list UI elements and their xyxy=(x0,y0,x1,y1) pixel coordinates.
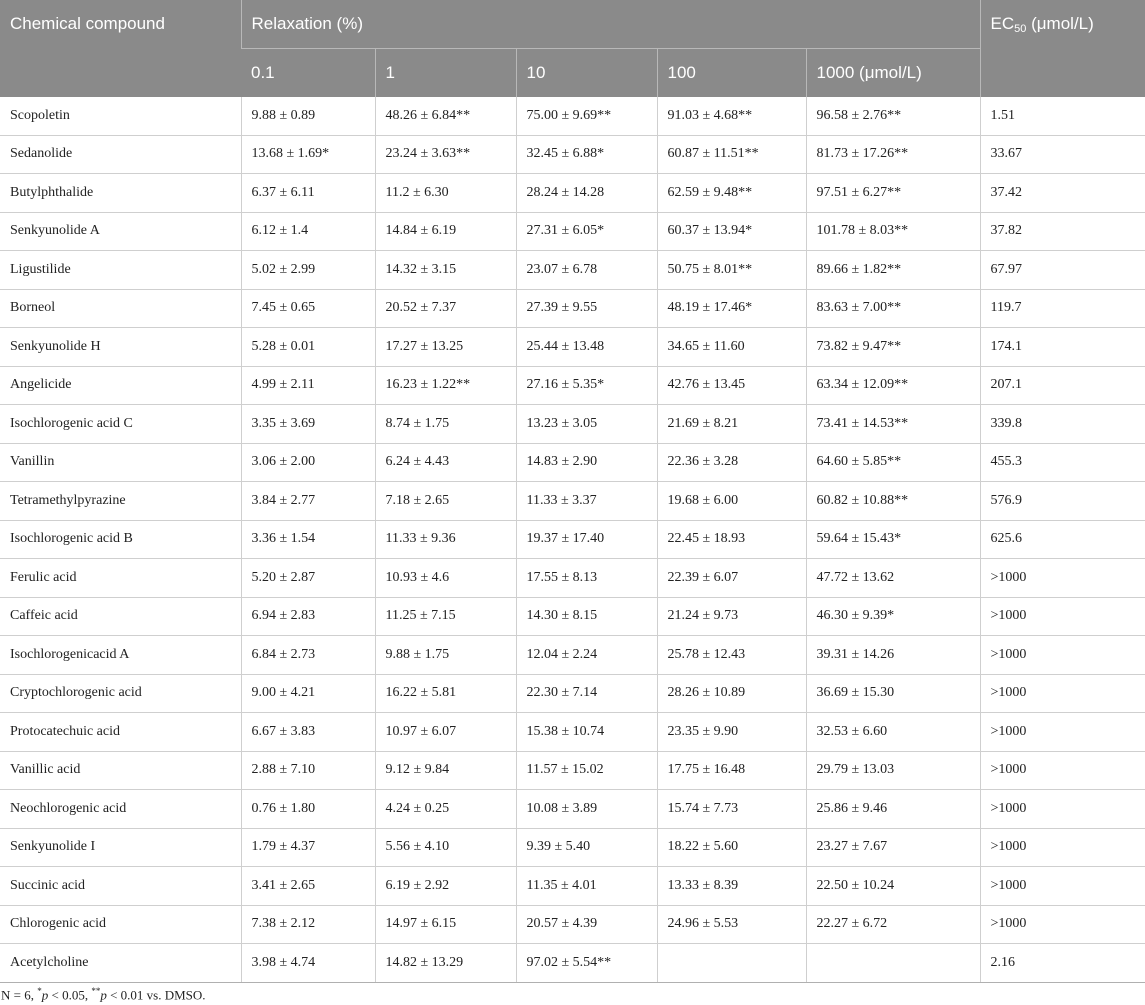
relax-10-cell: 28.24 ± 14.28 xyxy=(516,174,657,213)
header-ec50-unit: (μmol/L) xyxy=(1026,14,1094,33)
relax-1-cell: 14.84 ± 6.19 xyxy=(375,212,516,251)
relax-0.1-cell: 7.45 ± 0.65 xyxy=(241,289,375,328)
relax-100-cell: 34.65 ± 11.60 xyxy=(657,328,806,367)
compound-name-cell: Isochlorogenic acid C xyxy=(0,405,241,444)
relax-0.1-cell: 3.06 ± 2.00 xyxy=(241,443,375,482)
relax-1-cell: 11.2 ± 6.30 xyxy=(375,174,516,213)
relax-1000-cell: 89.66 ± 1.82** xyxy=(806,251,980,290)
relax-1-cell: 16.23 ± 1.22** xyxy=(375,366,516,405)
relax-1-cell: 8.74 ± 1.75 xyxy=(375,405,516,444)
relax-100-cell: 25.78 ± 12.43 xyxy=(657,636,806,675)
footnote-star1: * xyxy=(37,986,42,996)
relax-1000-cell: 23.27 ± 7.67 xyxy=(806,828,980,867)
relax-1000-cell: 81.73 ± 17.26** xyxy=(806,135,980,174)
relax-0.1-cell: 4.99 ± 2.11 xyxy=(241,366,375,405)
relax-10-cell: 12.04 ± 2.24 xyxy=(516,636,657,675)
relax-10-cell: 15.38 ± 10.74 xyxy=(516,713,657,752)
relax-10-cell: 75.00 ± 9.69** xyxy=(516,97,657,135)
compound-name-cell: Isochlorogenic acid B xyxy=(0,520,241,559)
relax-1-cell: 14.82 ± 13.29 xyxy=(375,944,516,983)
ec50-value-cell: >1000 xyxy=(980,674,1145,713)
relax-1-cell: 23.24 ± 3.63** xyxy=(375,135,516,174)
relax-10-cell: 10.08 ± 3.89 xyxy=(516,790,657,829)
ec50-value-cell: 2.16 xyxy=(980,944,1145,983)
ec50-value-cell: 37.42 xyxy=(980,174,1145,213)
relax-0.1-cell: 5.20 ± 2.87 xyxy=(241,559,375,598)
relax-0.1-cell: 2.88 ± 7.10 xyxy=(241,751,375,790)
header-conc-100: 100 xyxy=(657,49,806,98)
relax-0.1-cell: 3.35 ± 3.69 xyxy=(241,405,375,444)
relax-1000-cell: 22.50 ± 10.24 xyxy=(806,867,980,906)
relax-1-cell: 48.26 ± 6.84** xyxy=(375,97,516,135)
relax-1000-cell: 36.69 ± 15.30 xyxy=(806,674,980,713)
relax-1-cell: 4.24 ± 0.25 xyxy=(375,790,516,829)
ec50-value-cell: 339.8 xyxy=(980,405,1145,444)
relax-1000-cell: 25.86 ± 9.46 xyxy=(806,790,980,829)
compound-name-cell: Scopoletin xyxy=(0,97,241,135)
relax-1-cell: 6.19 ± 2.92 xyxy=(375,867,516,906)
header-ec50-sub: 50 xyxy=(1014,23,1027,35)
relax-0.1-cell: 5.02 ± 2.99 xyxy=(241,251,375,290)
relax-10-cell: 11.57 ± 15.02 xyxy=(516,751,657,790)
relax-1000-cell: 60.82 ± 10.88** xyxy=(806,482,980,521)
table-row xyxy=(0,713,1145,752)
relax-1000-cell: 32.53 ± 6.60 xyxy=(806,713,980,752)
relax-10-cell: 11.33 ± 3.37 xyxy=(516,482,657,521)
relax-10-cell: 27.16 ± 5.35* xyxy=(516,366,657,405)
ec50-value-cell: >1000 xyxy=(980,597,1145,636)
ec50-value-cell: 1.51 xyxy=(980,97,1145,135)
relax-10-cell: 11.35 ± 4.01 xyxy=(516,867,657,906)
relax-100-cell: 91.03 ± 4.68** xyxy=(657,97,806,135)
relax-100-cell: 15.74 ± 7.73 xyxy=(657,790,806,829)
header-compound: Chemical compound xyxy=(0,0,241,97)
ec50-value-cell: 576.9 xyxy=(980,482,1145,521)
relax-100-cell: 21.24 ± 9.73 xyxy=(657,597,806,636)
relax-10-cell: 25.44 ± 13.48 xyxy=(516,328,657,367)
compound-name-cell: Protocatechuic acid xyxy=(0,713,241,752)
relax-10-cell: 14.83 ± 2.90 xyxy=(516,443,657,482)
ec50-value-cell: >1000 xyxy=(980,751,1145,790)
relax-10-cell: 32.45 ± 6.88* xyxy=(516,135,657,174)
relax-0.1-cell: 13.68 ± 1.69* xyxy=(241,135,375,174)
ec50-value-cell: 625.6 xyxy=(980,520,1145,559)
relax-10-cell: 14.30 ± 8.15 xyxy=(516,597,657,636)
relax-0.1-cell: 3.98 ± 4.74 xyxy=(241,944,375,983)
relax-0.1-cell: 9.00 ± 4.21 xyxy=(241,674,375,713)
compound-name-cell: Neochlorogenic acid xyxy=(0,790,241,829)
table-row xyxy=(0,135,1145,174)
ec50-value-cell: >1000 xyxy=(980,905,1145,944)
compound-name-cell: Vanillin xyxy=(0,443,241,482)
relax-0.1-cell: 9.88 ± 0.89 xyxy=(241,97,375,135)
header-ec50 xyxy=(980,0,1145,97)
relax-1000-cell: 22.27 ± 6.72 xyxy=(806,905,980,944)
table-row xyxy=(0,905,1145,944)
table-row xyxy=(0,443,1145,482)
table-row xyxy=(0,559,1145,598)
table-row xyxy=(0,212,1145,251)
relax-1-cell: 17.27 ± 13.25 xyxy=(375,328,516,367)
relax-1000-cell: 96.58 ± 2.76** xyxy=(806,97,980,135)
relax-0.1-cell: 3.41 ± 2.65 xyxy=(241,867,375,906)
relax-1000-cell: 47.72 ± 13.62 xyxy=(806,559,980,598)
compound-name-cell: Isochlorogenicacid A xyxy=(0,636,241,675)
relax-0.1-cell: 3.36 ± 1.54 xyxy=(241,520,375,559)
footnote-star2: ** xyxy=(91,986,101,996)
relax-1000-cell xyxy=(806,944,980,983)
relax-1000-cell: 101.78 ± 8.03** xyxy=(806,212,980,251)
ec50-value-cell: >1000 xyxy=(980,828,1145,867)
table-row xyxy=(0,944,1145,983)
compound-name-cell: Chlorogenic acid xyxy=(0,905,241,944)
relax-1-cell: 10.97 ± 6.07 xyxy=(375,713,516,752)
table-row xyxy=(0,597,1145,636)
compound-name-cell: Angelicide xyxy=(0,366,241,405)
ec50-value-cell: >1000 xyxy=(980,636,1145,675)
relax-10-cell: 9.39 ± 5.40 xyxy=(516,828,657,867)
relax-1000-cell: 73.41 ± 14.53** xyxy=(806,405,980,444)
relax-1-cell: 10.93 ± 4.6 xyxy=(375,559,516,598)
ec50-value-cell: >1000 xyxy=(980,790,1145,829)
relax-1-cell: 6.24 ± 4.43 xyxy=(375,443,516,482)
relax-10-cell: 17.55 ± 8.13 xyxy=(516,559,657,598)
table-row xyxy=(0,828,1145,867)
header-conc-10: 10 xyxy=(516,49,657,98)
relax-0.1-cell: 6.37 ± 6.11 xyxy=(241,174,375,213)
relax-100-cell: 17.75 ± 16.48 xyxy=(657,751,806,790)
ec50-value-cell: 67.97 xyxy=(980,251,1145,290)
relax-1-cell: 9.12 ± 9.84 xyxy=(375,751,516,790)
relax-100-cell: 21.69 ± 8.21 xyxy=(657,405,806,444)
compound-name-cell: Ferulic acid xyxy=(0,559,241,598)
table-row xyxy=(0,366,1145,405)
compound-name-cell: Acetylcholine xyxy=(0,944,241,983)
relax-1000-cell: 46.30 ± 9.39* xyxy=(806,597,980,636)
compound-name-cell: Sedanolide xyxy=(0,135,241,174)
relax-100-cell: 42.76 ± 13.45 xyxy=(657,366,806,405)
relax-1-cell: 9.88 ± 1.75 xyxy=(375,636,516,675)
ec50-value-cell: 119.7 xyxy=(980,289,1145,328)
relax-1000-cell: 97.51 ± 6.27** xyxy=(806,174,980,213)
compound-name-cell: Senkyunolide A xyxy=(0,212,241,251)
relax-0.1-cell: 6.94 ± 2.83 xyxy=(241,597,375,636)
relax-1000-cell: 73.82 ± 9.47** xyxy=(806,328,980,367)
relax-1000-cell: 29.79 ± 13.03 xyxy=(806,751,980,790)
relax-100-cell: 22.39 ± 6.07 xyxy=(657,559,806,598)
table-header xyxy=(0,0,1145,97)
relax-0.1-cell: 3.84 ± 2.77 xyxy=(241,482,375,521)
relax-100-cell xyxy=(657,944,806,983)
relax-100-cell: 62.59 ± 9.48** xyxy=(657,174,806,213)
ec50-value-cell: >1000 xyxy=(980,713,1145,752)
relax-100-cell: 13.33 ± 8.39 xyxy=(657,867,806,906)
table-body xyxy=(0,97,1145,982)
relax-1-cell: 14.97 ± 6.15 xyxy=(375,905,516,944)
relax-1-cell: 5.56 ± 4.10 xyxy=(375,828,516,867)
ec50-value-cell: 207.1 xyxy=(980,366,1145,405)
relax-10-cell: 20.57 ± 4.39 xyxy=(516,905,657,944)
ec50-value-cell: >1000 xyxy=(980,867,1145,906)
relax-100-cell: 19.68 ± 6.00 xyxy=(657,482,806,521)
relax-10-cell: 13.23 ± 3.05 xyxy=(516,405,657,444)
table-row xyxy=(0,674,1145,713)
table-row xyxy=(0,328,1145,367)
relax-1-cell: 16.22 ± 5.81 xyxy=(375,674,516,713)
relax-1-cell: 20.52 ± 7.37 xyxy=(375,289,516,328)
relax-0.1-cell: 6.12 ± 1.4 xyxy=(241,212,375,251)
relax-1-cell: 11.33 ± 9.36 xyxy=(375,520,516,559)
relax-1000-cell: 63.34 ± 12.09** xyxy=(806,366,980,405)
footnote-t1: < 0.05, xyxy=(48,987,92,1003)
relax-10-cell: 22.30 ± 7.14 xyxy=(516,674,657,713)
relax-100-cell: 28.26 ± 10.89 xyxy=(657,674,806,713)
table-row xyxy=(0,482,1145,521)
compound-name-cell: Succinic acid xyxy=(0,867,241,906)
table-row xyxy=(0,867,1145,906)
header-conc-1000: 1000 (μmol/L) xyxy=(806,49,980,98)
relax-1-cell: 7.18 ± 2.65 xyxy=(375,482,516,521)
table-row xyxy=(0,97,1145,135)
compound-name-cell: Vanillic acid xyxy=(0,751,241,790)
relax-1000-cell: 59.64 ± 15.43* xyxy=(806,520,980,559)
relax-10-cell: 97.02 ± 5.54** xyxy=(516,944,657,983)
relax-0.1-cell: 6.84 ± 2.73 xyxy=(241,636,375,675)
relax-1000-cell: 64.60 ± 5.85** xyxy=(806,443,980,482)
relax-1000-cell: 83.63 ± 7.00** xyxy=(806,289,980,328)
ec50-value-cell: >1000 xyxy=(980,559,1145,598)
compound-name-cell: Tetramethylpyrazine xyxy=(0,482,241,521)
table-row xyxy=(0,405,1145,444)
compound-name-cell: Caffeic acid xyxy=(0,597,241,636)
relax-10-cell: 27.31 ± 6.05* xyxy=(516,212,657,251)
table-row xyxy=(0,751,1145,790)
table-row xyxy=(0,790,1145,829)
footnote-p1: p xyxy=(41,987,49,1003)
header-conc-0.1: 0.1 xyxy=(241,49,375,98)
compound-name-cell: Butylphthalide xyxy=(0,174,241,213)
ec50-value-cell: 174.1 xyxy=(980,328,1145,367)
relax-100-cell: 60.37 ± 13.94* xyxy=(657,212,806,251)
compound-name-cell: Borneol xyxy=(0,289,241,328)
compound-name-cell: Senkyunolide H xyxy=(0,328,241,367)
relax-10-cell: 23.07 ± 6.78 xyxy=(516,251,657,290)
relax-100-cell: 48.19 ± 17.46* xyxy=(657,289,806,328)
footnote-t2: < 0.01 vs. DMSO. xyxy=(106,987,206,1003)
table-row xyxy=(0,174,1145,213)
compound-name-cell: Ligustilide xyxy=(0,251,241,290)
header-ec50-main: EC xyxy=(990,14,1015,33)
relax-0.1-cell: 0.76 ± 1.80 xyxy=(241,790,375,829)
relax-10-cell: 19.37 ± 17.40 xyxy=(516,520,657,559)
table-row xyxy=(0,251,1145,290)
relax-100-cell: 60.87 ± 11.51** xyxy=(657,135,806,174)
relax-10-cell: 27.39 ± 9.55 xyxy=(516,289,657,328)
ec50-value-cell: 37.82 xyxy=(980,212,1145,251)
relax-1-cell: 11.25 ± 7.15 xyxy=(375,597,516,636)
relax-100-cell: 23.35 ± 9.90 xyxy=(657,713,806,752)
header-conc-1: 1 xyxy=(375,49,516,98)
relax-100-cell: 22.45 ± 18.93 xyxy=(657,520,806,559)
footnote-p2: p xyxy=(100,987,107,1003)
relax-100-cell: 22.36 ± 3.28 xyxy=(657,443,806,482)
relax-100-cell: 24.96 ± 5.53 xyxy=(657,905,806,944)
compound-name-cell: Senkyunolide I xyxy=(0,828,241,867)
table-footnote xyxy=(1,986,206,1003)
relax-1000-cell: 39.31 ± 14.26 xyxy=(806,636,980,675)
table-row xyxy=(0,520,1145,559)
table-row xyxy=(0,289,1145,328)
ec50-value-cell: 33.67 xyxy=(980,135,1145,174)
relax-0.1-cell: 7.38 ± 2.12 xyxy=(241,905,375,944)
table-row xyxy=(0,636,1145,675)
relax-100-cell: 18.22 ± 5.60 xyxy=(657,828,806,867)
relax-0.1-cell: 5.28 ± 0.01 xyxy=(241,328,375,367)
footnote-n: N = 6, xyxy=(1,987,38,1003)
relax-0.1-cell: 6.67 ± 3.83 xyxy=(241,713,375,752)
relax-0.1-cell: 1.79 ± 4.37 xyxy=(241,828,375,867)
ec50-value-cell: 455.3 xyxy=(980,443,1145,482)
compound-name-cell: Cryptochlorogenic acid xyxy=(0,674,241,713)
header-relaxation: Relaxation (%) xyxy=(241,0,980,49)
relax-1-cell: 14.32 ± 3.15 xyxy=(375,251,516,290)
relax-100-cell: 50.75 ± 8.01** xyxy=(657,251,806,290)
